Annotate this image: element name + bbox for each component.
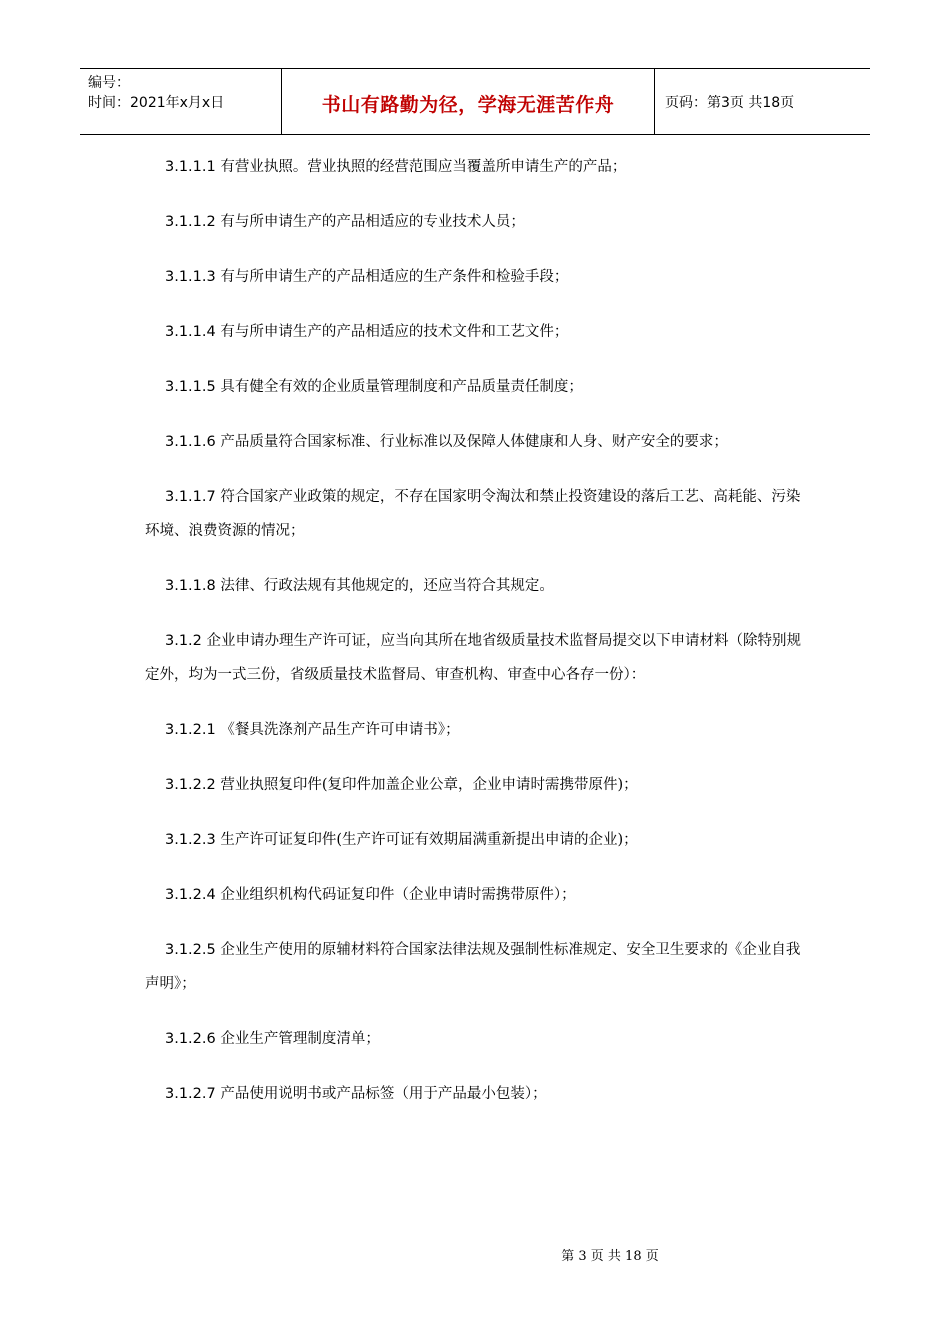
- paragraph: [145, 480, 805, 548]
- paragraph: [145, 933, 805, 1001]
- paragraph: [145, 569, 805, 603]
- clause-text: 营业执照复印件(复印件加盖企业公章，企业申请时需携带原件)；: [220, 777, 638, 793]
- clause-number: 3.1.2.7: [165, 1086, 216, 1102]
- clause-text: 有与所申请生产的产品相适应的生产条件和检验手段；: [220, 269, 569, 285]
- clause-text: 产品质量符合国家标准、行业标准以及保障人体健康和人身、财产安全的要求；: [220, 434, 728, 450]
- clause-number: 3.1.1.1: [165, 159, 216, 175]
- page-header: [80, 68, 870, 135]
- clause-text: 有营业执照。营业执照的经营范围应当覆盖所申请生产的产品；: [220, 159, 627, 175]
- paragraph: [145, 878, 805, 912]
- header-meta: [80, 69, 282, 134]
- paragraph: [145, 205, 805, 239]
- header-page-info: 页码：第3页 共18页: [665, 94, 795, 111]
- clause-text: 符合国家产业政策的规定，不存在国家明令淘汰和禁止投资建设的落后工艺、高耗能、污染环境、浪费资源的情况；: [145, 489, 801, 539]
- clause-number: 3.1.2.2: [165, 777, 216, 793]
- paragraph: [145, 768, 805, 802]
- document-body: [145, 150, 805, 1132]
- paragraph: [145, 1022, 805, 1056]
- clause-text: 有与所申请生产的产品相适应的专业技术人员；: [220, 214, 525, 230]
- paragraph: [145, 150, 805, 184]
- clause-number: 3.1.2: [165, 633, 202, 649]
- clause-number: 3.1.1.8: [165, 578, 216, 594]
- clause-text: 企业申请办理生产许可证，应当向其所在地省级质量技术监督局提交以下申请材料（除特别规定外，均为一式三份，省级质量技术监督局、审查机构、审查中心各存一份）：: [145, 633, 802, 683]
- clause-text: 有与所申请生产的产品相适应的技术文件和工艺文件；: [220, 324, 569, 340]
- clause-text: 《餐具洗涤剂产品生产许可申请书》；: [220, 722, 460, 738]
- paragraph: [145, 624, 805, 692]
- clause-number: 3.1.2.3: [165, 832, 216, 848]
- paragraph: [145, 315, 805, 349]
- document-number-label: 编号：: [88, 75, 130, 91]
- clause-text: 生产许可证复印件(生产许可证有效期届满重新提出申请的企业)；: [220, 832, 638, 848]
- clause-text: 企业组织机构代码证复印件（企业申请时需携带原件）；: [220, 887, 576, 903]
- clause-text: 具有健全有效的企业质量管理制度和产品质量责任制度；: [220, 379, 583, 395]
- clause-text: 企业生产管理制度清单；: [220, 1031, 380, 1047]
- header-page-info-cell: [655, 69, 870, 134]
- clause-number: 3.1.2.4: [165, 887, 216, 903]
- header-motto-cell: [282, 69, 655, 134]
- paragraph: [145, 1077, 805, 1111]
- clause-number: 3.1.1.4: [165, 324, 216, 340]
- paragraph: [145, 823, 805, 857]
- clause-number: 3.1.1.2: [165, 214, 216, 230]
- clause-text: 企业生产使用的原辅材料符合国家法律法规及强制性标准规定、安全卫生要求的《企业自我声明》；: [145, 942, 801, 992]
- document-time-label: 时间：2021年x月x日: [88, 95, 225, 111]
- clause-number: 3.1.1.3: [165, 269, 216, 285]
- clause-text: 法律、行政法规有其他规定的，还应当符合其规定。: [220, 578, 554, 594]
- paragraph: [145, 425, 805, 459]
- footer-page-number: 第 3 页 共 18 页: [561, 1249, 659, 1264]
- clause-number: 3.1.2.6: [165, 1031, 216, 1047]
- paragraph: [145, 260, 805, 294]
- paragraph: [145, 713, 805, 747]
- clause-number: 3.1.1.7: [165, 489, 216, 505]
- clause-number: 3.1.1.5: [165, 379, 216, 395]
- page-footer: [0, 1245, 950, 1264]
- header-motto: 书山有路勤为径，学海无涯苦作舟: [321, 94, 615, 116]
- clause-text: 产品使用说明书或产品标签（用于产品最小包装）；: [220, 1086, 547, 1102]
- clause-number: 3.1.2.1: [165, 722, 216, 738]
- clause-number: 3.1.2.5: [165, 942, 216, 958]
- clause-number: 3.1.1.6: [165, 434, 216, 450]
- paragraph: [145, 370, 805, 404]
